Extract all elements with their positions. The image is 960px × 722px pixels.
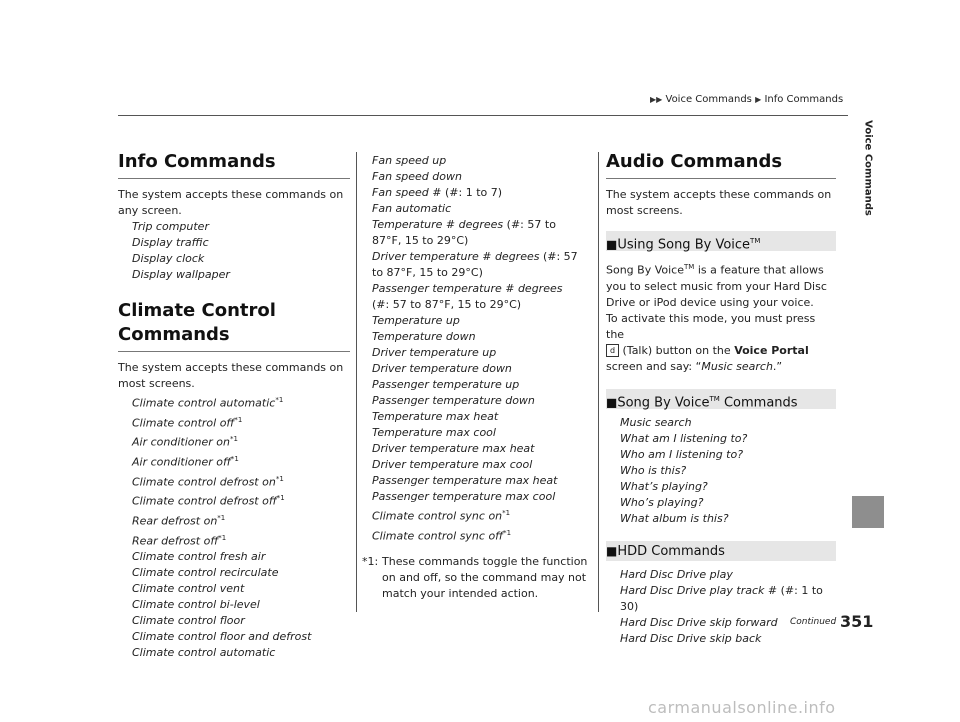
list-item: Display clock [132, 252, 205, 265]
column-left [118, 150, 350, 661]
subheading-hdd-commands: ■HDD Commands [606, 541, 836, 561]
side-tab[interactable] [852, 118, 884, 218]
breadcrumb [650, 94, 843, 105]
header-rule [118, 115, 848, 116]
list-item: Driver temperature # degrees (#: 57 to 87°F, 15 to 29°C) [372, 250, 578, 279]
list-item: Fan speed up [372, 154, 447, 167]
list-item: Temperature down [372, 330, 476, 343]
list-item: Climate control bi-level [132, 598, 260, 612]
audio-intro: The system accepts these commands on most screens. [606, 188, 832, 217]
list-item: Passenger temperature max heat [372, 474, 558, 487]
list-item: Climate control floor and defrost [132, 630, 312, 644]
list-item: Climate control vent [132, 582, 245, 596]
list-item: Passenger temperature # degrees (#: 57 to 87°F, 15 to 29°C) [372, 282, 563, 311]
list-item: Temperature max heat [372, 410, 499, 423]
list-item: Fan speed down [372, 170, 462, 183]
climate-intro: The system accepts these commands on most screens. [118, 361, 344, 390]
list-item: Driver temperature max heat [372, 442, 535, 455]
footnote [362, 554, 594, 602]
footnote-text: These commands toggle the function on and off, so the command may not match your intended action. [382, 555, 588, 601]
list-item: Climate control recirculate [132, 566, 279, 580]
list-item: Passenger temperature max cool [372, 490, 556, 503]
list-item: Fan speed # (#: 1 to 7) [372, 186, 503, 199]
voice-portal-label: Voice Portal [734, 343, 809, 357]
breadcrumb-page[interactable]: Info Commands [764, 94, 844, 105]
breadcrumb-arrow-icon: ▶▶ [650, 95, 663, 104]
list-item: Hard Disc Drive play [620, 567, 733, 581]
list-item: Who’s playing? [620, 495, 704, 509]
list-item: What am I listening to? [620, 431, 748, 445]
climate-commands-title: Climate Control Commands [118, 299, 350, 352]
list-item: Rear defrost off$^{*1}$ [132, 533, 227, 548]
list-item: Climate control off$^{*1}$ [132, 415, 243, 430]
subheading-song-by-voice-commands: ■Song By Voice™ Commands [606, 389, 836, 409]
list-item: Climate control automatic$^{*1}$ [132, 396, 284, 410]
list-item: Climate control sync off$^{*1}$ [372, 528, 512, 543]
breadcrumb-section[interactable]: Voice Commands [665, 94, 752, 105]
page-number: 351 [840, 612, 874, 631]
list-item: Passenger temperature down [372, 394, 535, 407]
list-item: Fan automatic [372, 202, 452, 215]
square-bullet-icon: ■ [606, 394, 618, 409]
list-item: Temperature up [372, 314, 460, 327]
list-item: What album is this? [620, 511, 729, 525]
list-item: Who am I listening to? [620, 447, 744, 461]
list-item: Driver temperature max cool [372, 458, 533, 471]
audio-commands-title: Audio Commands [606, 150, 836, 179]
climate-command-list [118, 392, 350, 661]
list-item: Rear defrost $on^{*1}$ [132, 513, 226, 528]
footnote-mark: *1: [362, 555, 379, 569]
square-bullet-icon: ■ [606, 543, 618, 558]
list-item: Air conditioner off$^{*1}$ [132, 454, 239, 469]
list-item: What’s playing? [620, 479, 708, 493]
list-item: Display traffic [132, 236, 209, 249]
talk-icon: d [606, 344, 619, 357]
list-item: Trip computer [132, 220, 209, 233]
watermark: carmanualsonline.info [648, 698, 836, 717]
list-item: Temperature max cool [372, 426, 496, 439]
list-item: Music search [620, 415, 692, 429]
list-item: Hard Disc Drive skip forward [620, 615, 778, 629]
list-item: Driver temperature up [372, 346, 497, 359]
chapter-marker [852, 496, 884, 528]
song-by-voice-command-list [606, 415, 836, 527]
column-divider [356, 152, 357, 612]
list-item: Climate control sync $on^{*1}$ [372, 509, 511, 523]
list-item: Who is this? [620, 463, 687, 477]
list-item: Passenger temperature up [372, 378, 520, 391]
continued-label: Continued [790, 617, 837, 627]
list-item: Driver temperature down [372, 362, 512, 375]
list-item: Climate control automatic [132, 646, 276, 660]
column-divider [598, 152, 599, 612]
list-item: Climate control floor [132, 614, 245, 628]
list-item: Display wallpaper [132, 268, 230, 281]
list-item: Climate control fresh air [132, 550, 266, 564]
list-item: Hard Disc Drive skip back [620, 631, 762, 645]
square-bullet-icon: ■ [606, 237, 618, 252]
hdd-command-list [606, 567, 836, 647]
breadcrumb-arrow-icon: ▶ [755, 95, 762, 104]
song-by-voice-description: Song By Voice™ is a feature that allows you to select music from your Hard Disc Drive or iPod device using your voice. To activate this mode, you must press the d (Talk) button on the Voice Portal screen and say: “Music search.” [606, 263, 827, 373]
info-commands-title: Info Commands [118, 150, 350, 179]
info-intro: The system accepts these commands on any screen. [118, 188, 344, 217]
climate-command-list-continued [362, 153, 594, 544]
info-command-list [118, 219, 350, 283]
list-item: Hard Disc Drive play track # (#: 1 to 30) [620, 583, 823, 613]
list-item: Climate control defrost $on^{*1}$ [132, 474, 284, 489]
list-item: Climate control defrost off$^{*1}$ [132, 494, 285, 508]
column-middle [362, 153, 594, 602]
column-right [606, 150, 836, 647]
side-tab-label: Voice Commands [862, 120, 874, 216]
list-item: Air conditioner $on^{*1}$ [132, 435, 238, 449]
subheading-using-song-by-voice: ■Using Song By Voice™ [606, 231, 836, 251]
list-item: Temperature # degrees (#: 57 to 87°F, 15 to 29°C) [372, 218, 556, 247]
